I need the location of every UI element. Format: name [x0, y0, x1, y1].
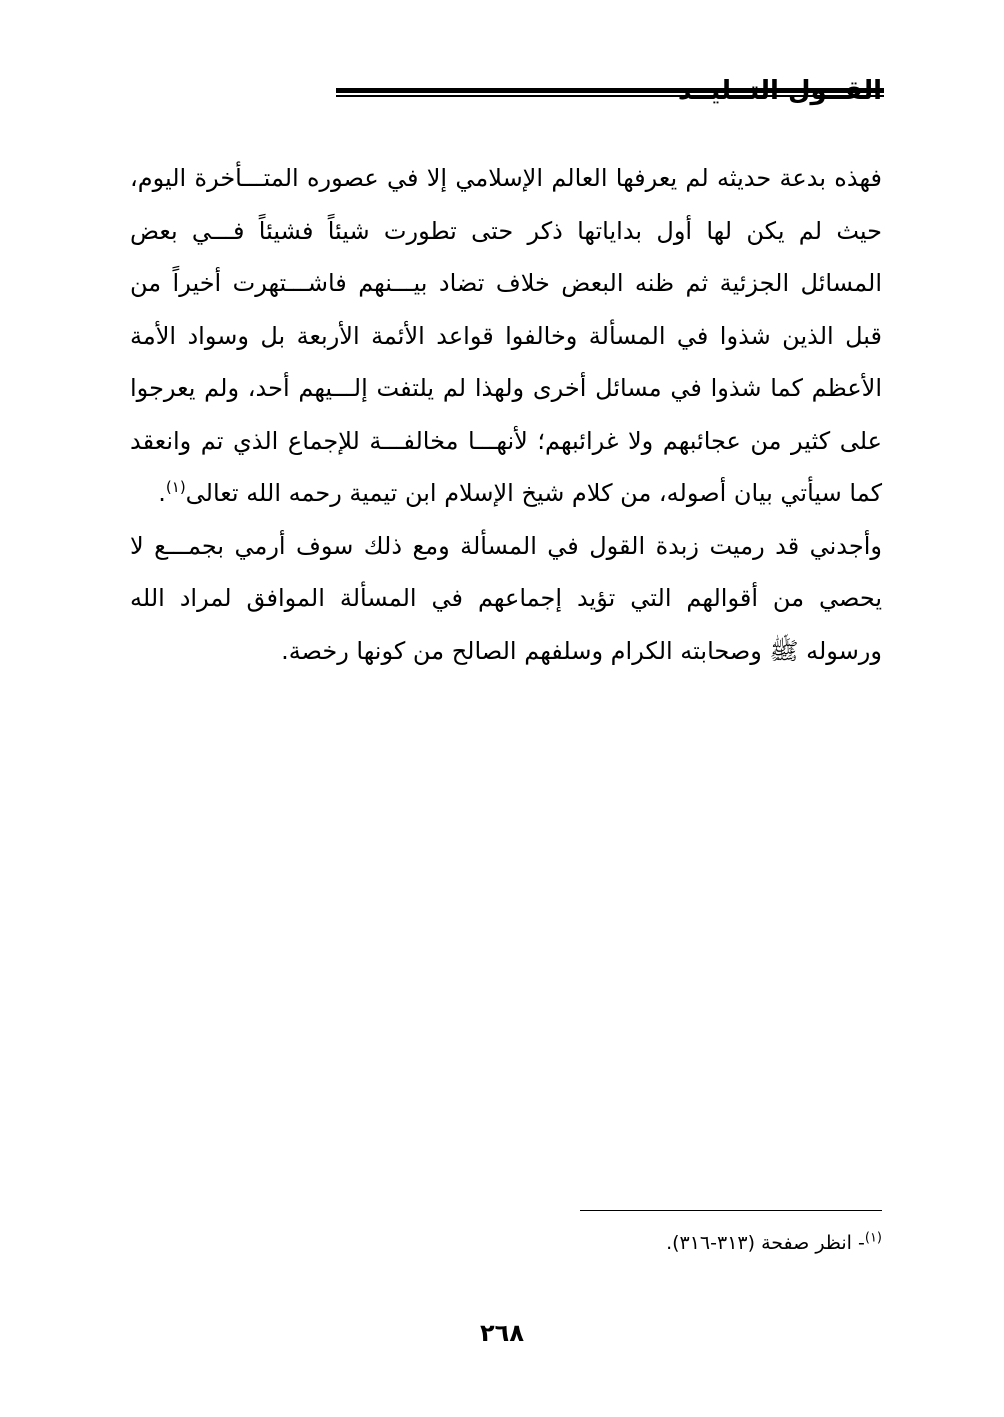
- running-header: [130, 74, 882, 114]
- paragraph-1-text: فهذه بدعة حديثه لم يعرفها العالم الإسلامي إلا في عصوره المتـــأخرة اليوم، حيث لم يكن لها أول بداياتها ذكر حتى تطورت شيئاً فشيئاً فـــي بعض المسائل الجزئية ثم ظنه البعض خلاف تضاد بيـــنهم فاشـــتهرت أخيراً من قبل الذين شذوا في المسألة وخالفوا قواعد الأئمة الأربعة بل وسواد الأمة الأعظم كما شذوا في مسائل أخرى ولهذا لم يلتفت إلـــيهم أحد، ولم يعرجوا على كثير من عجائبهم ولا غرائبهم؛ لأنهـــا مخالفـــة للإجماع الذي تم وانعقد كما سيأتي بيان أصوله، من كلام شيخ الإسلام ابن تيمية رحمه الله تعالى: [130, 164, 882, 507]
- footnote-reference[interactable]: (١): [165, 478, 186, 496]
- footnote-separator: [580, 1210, 882, 1211]
- footnote-text: - انظر صفحة (٣١٣-٣١٦).: [666, 1232, 865, 1254]
- paragraph-1: [130, 152, 882, 520]
- footnote-marker: (١): [864, 1230, 882, 1246]
- footnote: [666, 1228, 882, 1258]
- main-text: [130, 152, 882, 677]
- header-title: القــول التــليــد: [677, 76, 882, 106]
- paragraph-2: وأجدني قد رميت زبدة القول في المسألة ومع ذلك سوف أرمي بجمـــع لا يحصي من أقوالهم التي تؤيد إجماعهم في المسألة الموافق لمراد الله ورسوله ﷺ وصحابته الكرام وسلفهم الصالح من كونها رخصة.: [130, 531, 882, 665]
- paragraph-1-end: .: [158, 479, 166, 507]
- page-number: ٢٦٨: [480, 1319, 524, 1347]
